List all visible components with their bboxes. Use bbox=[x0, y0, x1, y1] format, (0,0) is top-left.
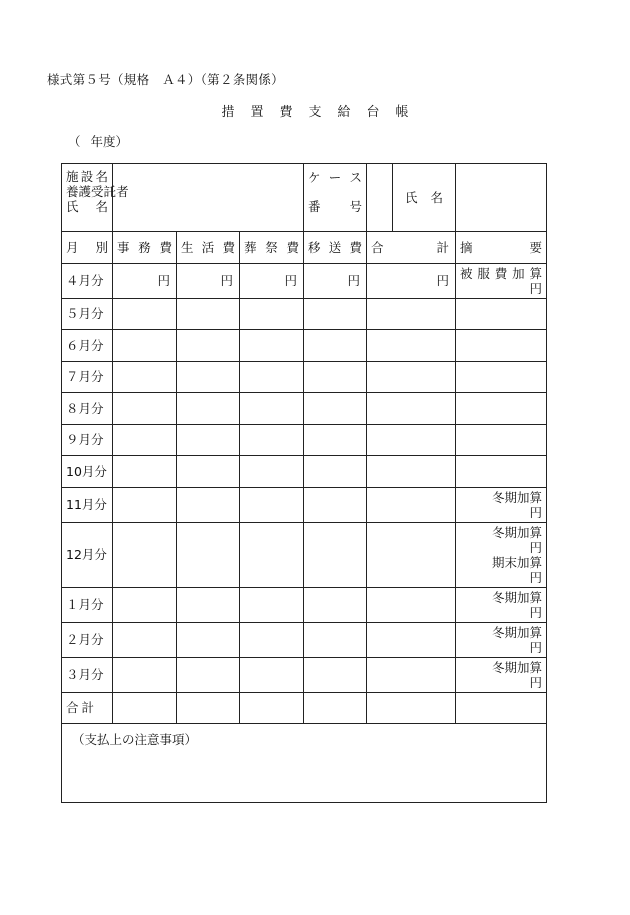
month-label: ８月分 bbox=[66, 400, 104, 416]
table-row bbox=[62, 330, 547, 362]
facility-name-value[interactable] bbox=[113, 164, 304, 232]
label-line-3 bbox=[66, 199, 108, 214]
case-number-value[interactable] bbox=[367, 164, 393, 232]
glyph: 月 bbox=[66, 239, 79, 255]
month-label: ７月分 bbox=[66, 369, 104, 385]
remark-line: 冬期加算 bbox=[492, 589, 543, 605]
glyph: ケ bbox=[308, 170, 321, 185]
amount-cell[interactable] bbox=[113, 622, 177, 657]
table-row bbox=[62, 424, 547, 456]
glyph: 号 bbox=[349, 199, 363, 214]
amount-cell[interactable] bbox=[304, 456, 367, 488]
month-cell bbox=[62, 393, 113, 425]
case-label-line-1 bbox=[308, 170, 362, 185]
glyph: 費 bbox=[349, 239, 363, 255]
glyph: ス bbox=[349, 170, 363, 185]
amount-cell[interactable] bbox=[177, 487, 240, 522]
total-amount-cell[interactable] bbox=[113, 692, 177, 724]
column-header-label bbox=[371, 240, 451, 255]
amount-cell[interactable] bbox=[113, 456, 177, 488]
month-label: 12月分 bbox=[66, 547, 107, 562]
column-header-label bbox=[181, 240, 235, 255]
name-label bbox=[397, 190, 451, 205]
glyph: 事 bbox=[117, 239, 130, 255]
glyph: 別 bbox=[95, 239, 108, 255]
amount-cell[interactable] bbox=[113, 361, 177, 393]
glyph: 服 bbox=[477, 265, 490, 281]
amount-cell[interactable] bbox=[240, 456, 304, 488]
month-cell bbox=[62, 622, 113, 657]
glyph: 受 bbox=[91, 184, 104, 199]
remark-line: 円 bbox=[529, 569, 543, 585]
amount-cell[interactable] bbox=[304, 424, 367, 456]
glyph: 費 bbox=[286, 239, 299, 255]
column-header-5 bbox=[367, 232, 456, 264]
remarks-cell[interactable] bbox=[456, 424, 547, 456]
table-row bbox=[62, 522, 547, 587]
total-amount-cell[interactable] bbox=[367, 692, 456, 724]
amount-cell[interactable] bbox=[177, 361, 240, 393]
month-label: ４月分 bbox=[66, 273, 104, 288]
month-cell bbox=[62, 487, 113, 522]
column-header-6 bbox=[456, 232, 547, 264]
month-cell bbox=[62, 522, 113, 587]
amount-cell[interactable] bbox=[113, 393, 177, 425]
glyph: 番 bbox=[308, 199, 321, 214]
amount-cell[interactable] bbox=[240, 522, 304, 587]
fiscal-year-open: （ bbox=[68, 134, 81, 149]
column-header-2 bbox=[177, 232, 240, 264]
month-label: ３月分 bbox=[66, 667, 104, 682]
month-cell bbox=[62, 456, 113, 488]
remark-line: 冬期加算 bbox=[492, 489, 543, 505]
table-row bbox=[62, 361, 547, 393]
amount-cell[interactable] bbox=[240, 298, 304, 330]
glyph: 名 bbox=[430, 190, 444, 205]
month-cell bbox=[62, 298, 113, 330]
case-label-line-2 bbox=[308, 199, 362, 214]
amount-cell[interactable] bbox=[113, 522, 177, 587]
fiscal-year-label: 年度） bbox=[90, 134, 129, 149]
column-header-label bbox=[308, 240, 362, 255]
yen-unit: 円 bbox=[436, 273, 450, 288]
name-label-cell bbox=[393, 164, 456, 232]
remarks-cell[interactable] bbox=[456, 522, 547, 587]
column-header-label bbox=[460, 240, 542, 255]
total-amount-cell[interactable] bbox=[304, 692, 367, 724]
remarks-cell[interactable] bbox=[456, 298, 547, 330]
month-label: ２月分 bbox=[66, 632, 104, 647]
glyph: 被 bbox=[460, 265, 473, 281]
glyph: 氏 bbox=[66, 199, 79, 214]
remarks-cell[interactable] bbox=[456, 361, 547, 393]
amount-cell[interactable] bbox=[304, 622, 367, 657]
amount-cell[interactable] bbox=[304, 361, 367, 393]
amount-cell[interactable] bbox=[240, 657, 304, 692]
amount-cell[interactable] bbox=[177, 522, 240, 587]
amount-cell[interactable] bbox=[177, 657, 240, 692]
total-amount-cell[interactable] bbox=[177, 692, 240, 724]
amount-cell[interactable] bbox=[177, 393, 240, 425]
amount-cell[interactable] bbox=[367, 622, 456, 657]
month-cell bbox=[62, 330, 113, 362]
glyph: ー bbox=[328, 170, 342, 185]
column-header-label bbox=[117, 240, 172, 255]
amount-cell[interactable] bbox=[177, 298, 240, 330]
total-amount-cell[interactable] bbox=[456, 692, 547, 724]
yen-unit: 円 bbox=[284, 273, 297, 288]
amount-cell[interactable] bbox=[367, 424, 456, 456]
column-header-row bbox=[62, 232, 547, 264]
amount-cell[interactable] bbox=[304, 298, 367, 330]
column-header-1 bbox=[113, 232, 177, 264]
yen-unit: 円 bbox=[157, 273, 170, 288]
table-row bbox=[62, 622, 547, 657]
remarks-cell[interactable] bbox=[456, 487, 547, 522]
amount-cell[interactable] bbox=[367, 298, 456, 330]
glyph: 費 bbox=[159, 239, 172, 255]
remark-line: 期末加算 bbox=[492, 554, 543, 570]
amount-cell[interactable] bbox=[113, 330, 177, 362]
amount-cell[interactable] bbox=[177, 263, 240, 298]
ledger-table bbox=[61, 163, 547, 803]
payment-notes-cell[interactable] bbox=[62, 724, 547, 803]
glyph: 移 bbox=[308, 239, 321, 255]
month-label: ５月分 bbox=[66, 306, 104, 322]
total-row bbox=[62, 692, 547, 724]
month-cell bbox=[62, 263, 113, 298]
amount-cell[interactable] bbox=[240, 424, 304, 456]
amount-cell[interactable] bbox=[240, 487, 304, 522]
glyph: 費 bbox=[222, 239, 235, 255]
remark-line: 円 bbox=[529, 604, 543, 620]
glyph: 生 bbox=[181, 239, 194, 255]
amount-cell[interactable] bbox=[177, 587, 240, 622]
yen-unit: 円 bbox=[220, 273, 233, 288]
glyph: 合 bbox=[371, 239, 384, 255]
amount-cell[interactable] bbox=[240, 361, 304, 393]
glyph: 設 bbox=[80, 169, 94, 184]
table-row bbox=[62, 587, 547, 622]
column-header-label bbox=[244, 240, 299, 255]
remarks-cell[interactable] bbox=[456, 587, 547, 622]
amount-cell[interactable] bbox=[113, 657, 177, 692]
notes-row bbox=[62, 724, 547, 803]
amount-cell[interactable] bbox=[240, 263, 304, 298]
column-header-0 bbox=[62, 232, 113, 264]
payment-notes-label: （支払上の注意事項） bbox=[72, 732, 198, 747]
amount-cell[interactable] bbox=[177, 456, 240, 488]
header-block-row bbox=[62, 164, 547, 232]
remark-line: 円 bbox=[529, 504, 543, 520]
month-cell bbox=[62, 361, 113, 393]
remarks-cell[interactable] bbox=[456, 657, 547, 692]
amount-cell[interactable] bbox=[177, 622, 240, 657]
glyph: 費 bbox=[494, 265, 508, 281]
label-line-1 bbox=[66, 169, 108, 184]
glyph: 計 bbox=[436, 239, 450, 255]
glyph: 合 bbox=[66, 700, 79, 716]
remarks-cell[interactable] bbox=[456, 622, 547, 657]
amount-cell[interactable] bbox=[304, 263, 367, 298]
facility-label-cell bbox=[62, 164, 129, 232]
table-row bbox=[62, 263, 547, 298]
fiscal-year bbox=[68, 132, 128, 150]
month-cell bbox=[62, 587, 113, 622]
table-row bbox=[62, 487, 547, 522]
glyph: 名 bbox=[95, 169, 108, 184]
amount-cell[interactable] bbox=[367, 361, 456, 393]
remark-line: 円 bbox=[529, 674, 543, 690]
month-label: ６月分 bbox=[66, 337, 104, 353]
amount-cell[interactable] bbox=[240, 587, 304, 622]
glyph: 名 bbox=[95, 199, 108, 214]
total-label bbox=[66, 700, 108, 715]
amount-cell[interactable] bbox=[177, 330, 240, 362]
month-label: １月分 bbox=[66, 597, 104, 612]
amount-cell[interactable] bbox=[367, 587, 456, 622]
remarks-cell[interactable] bbox=[456, 263, 547, 298]
amount-cell[interactable] bbox=[240, 622, 304, 657]
remark-line: 冬期加算 bbox=[492, 624, 543, 640]
amount-cell[interactable] bbox=[304, 487, 367, 522]
month-label: ９月分 bbox=[66, 432, 104, 448]
glyph: 施 bbox=[66, 169, 79, 184]
form-reference: 様式第５号（規格 Ａ４）（第２条関係） bbox=[47, 72, 284, 87]
amount-cell[interactable] bbox=[367, 487, 456, 522]
table-row bbox=[62, 393, 547, 425]
glyph: 者 bbox=[116, 184, 129, 199]
table-row bbox=[62, 657, 547, 692]
column-header-label bbox=[66, 240, 108, 255]
glyph: 加 bbox=[512, 265, 525, 281]
glyph: 託 bbox=[103, 184, 117, 199]
remark-line: 円 bbox=[529, 639, 543, 655]
amount-cell[interactable] bbox=[177, 424, 240, 456]
column-header-4 bbox=[304, 232, 367, 264]
table-row bbox=[62, 298, 547, 330]
glyph: 摘 bbox=[460, 239, 473, 255]
total-amount-cell[interactable] bbox=[240, 692, 304, 724]
label-line-2 bbox=[66, 184, 129, 199]
amount-cell[interactable] bbox=[113, 263, 177, 298]
remark-line bbox=[460, 266, 542, 281]
glyph: 養 bbox=[66, 184, 79, 199]
remarks-cell[interactable] bbox=[456, 330, 547, 362]
amount-cell[interactable] bbox=[367, 330, 456, 362]
amount-cell[interactable] bbox=[367, 393, 456, 425]
remark-line: 円 bbox=[529, 539, 543, 555]
month-label: 10月分 bbox=[66, 463, 107, 479]
amount-cell[interactable] bbox=[367, 522, 456, 587]
table-row bbox=[62, 456, 547, 488]
name-value[interactable] bbox=[456, 164, 547, 232]
remark-line: 冬期加算 bbox=[492, 524, 543, 540]
glyph: 氏 bbox=[405, 190, 418, 205]
month-label: 11月分 bbox=[66, 497, 107, 512]
remark-line: 円 bbox=[529, 280, 543, 296]
glyph: 活 bbox=[201, 239, 215, 255]
amount-cell[interactable] bbox=[367, 657, 456, 692]
amount-cell[interactable] bbox=[367, 263, 456, 298]
glyph: 葬 bbox=[244, 239, 257, 255]
glyph: 送 bbox=[328, 239, 342, 255]
remark-line: 冬期加算 bbox=[492, 659, 543, 675]
amount-cell[interactable] bbox=[367, 456, 456, 488]
glyph: 祭 bbox=[265, 239, 278, 255]
glyph: 要 bbox=[529, 239, 543, 255]
page-title: 措置費支給台帳 bbox=[221, 105, 425, 120]
amount-cell[interactable] bbox=[113, 587, 177, 622]
yen-unit: 円 bbox=[347, 273, 361, 288]
amount-cell[interactable] bbox=[304, 522, 367, 587]
amount-cell[interactable] bbox=[304, 657, 367, 692]
amount-cell[interactable] bbox=[304, 587, 367, 622]
amount-cell[interactable] bbox=[113, 298, 177, 330]
glyph: 計 bbox=[81, 700, 94, 716]
amount-cell[interactable] bbox=[304, 393, 367, 425]
remarks-cell[interactable] bbox=[456, 456, 547, 488]
amount-cell[interactable] bbox=[240, 330, 304, 362]
column-header-3 bbox=[240, 232, 304, 264]
month-cell bbox=[62, 424, 113, 456]
case-number-label-cell bbox=[304, 164, 367, 232]
amount-cell[interactable] bbox=[113, 487, 177, 522]
month-cell bbox=[62, 657, 113, 692]
total-label-cell bbox=[62, 692, 113, 724]
amount-cell[interactable] bbox=[304, 330, 367, 362]
glyph: 算 bbox=[529, 265, 542, 281]
amount-cell[interactable] bbox=[240, 393, 304, 425]
glyph: 務 bbox=[138, 239, 151, 255]
remarks-cell[interactable] bbox=[456, 393, 547, 425]
glyph: 護 bbox=[78, 184, 92, 199]
amount-cell[interactable] bbox=[113, 424, 177, 456]
